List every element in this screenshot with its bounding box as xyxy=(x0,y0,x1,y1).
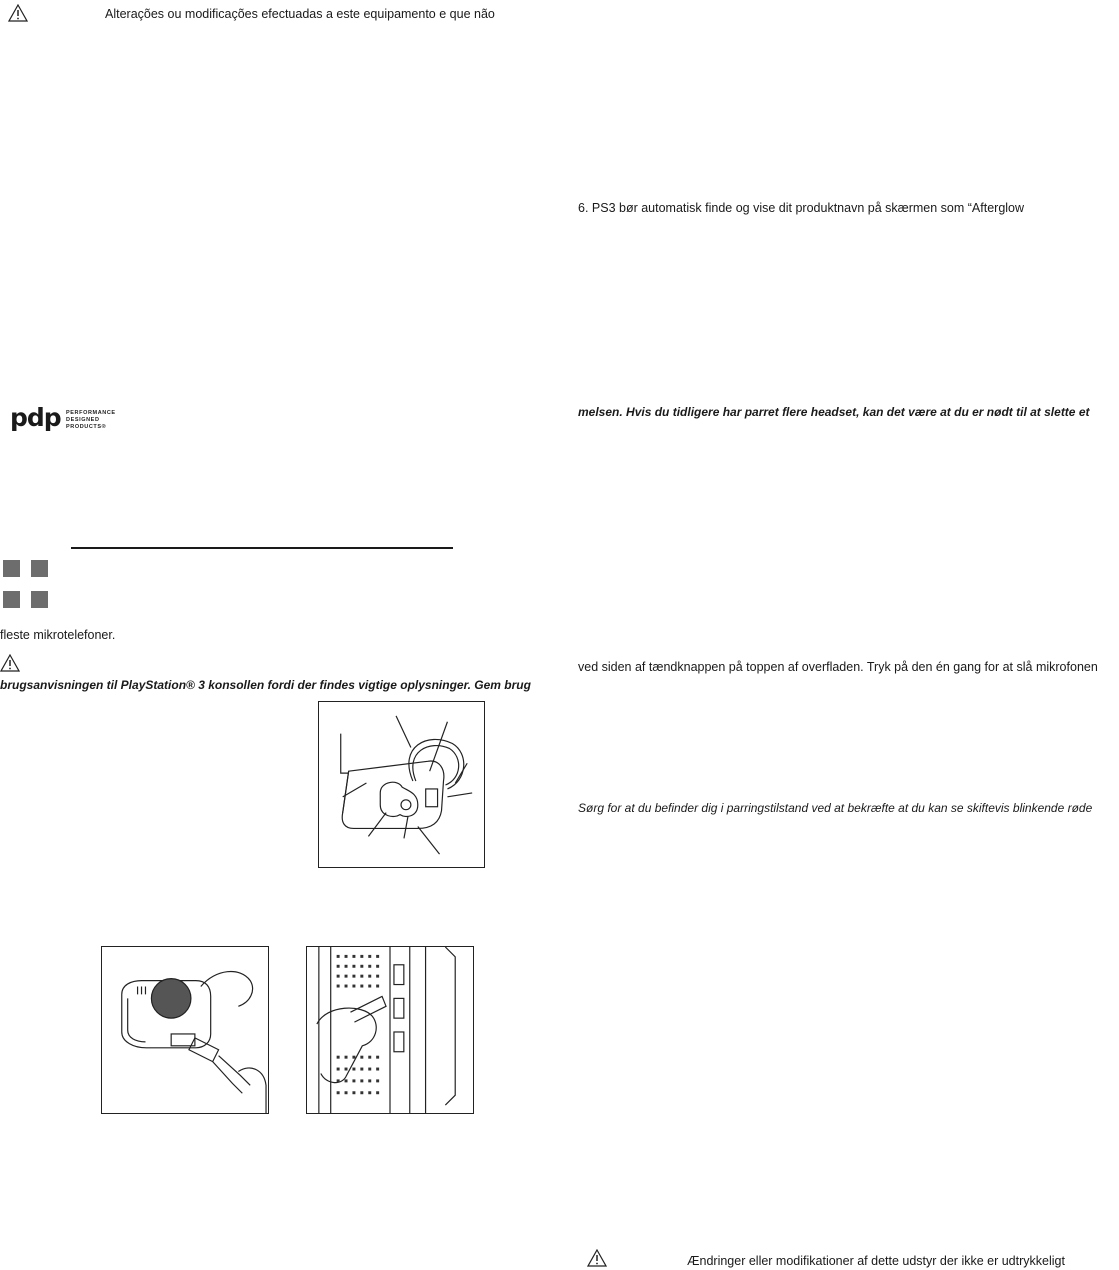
portuguese-warning-text: Alterações ou modificações efectuadas a este equipamento e que não xyxy=(105,7,495,21)
pdp-logo-line3: PRODUCTS® xyxy=(66,424,107,430)
pdp-logo-line2: DESIGNED xyxy=(66,417,100,423)
headset-diagram xyxy=(318,701,485,868)
warning-icon xyxy=(8,4,28,22)
pdp-logo xyxy=(10,403,130,435)
pdp-logo-mark: pdp xyxy=(10,403,61,432)
language-square-1 xyxy=(3,560,20,577)
console-usb-illustration xyxy=(306,946,474,1114)
pairing-note-text: melsen. Hvis du tidligere har parret flere headset, kan det være at du er nødt til at slette et xyxy=(578,405,1090,419)
pairing-mode-text: Sørg for at du befinder dig i parringstilstand ved at bekræfte at du kan se skiftevis blinkende røde xyxy=(578,801,1093,815)
headset-usb-illustration xyxy=(101,946,269,1114)
language-square-2 xyxy=(31,560,48,577)
danish-warning-text: Ændringer eller modifikationer af dette udstyr der ikke er udtrykkeligt xyxy=(687,1254,1065,1268)
manual-notice-text: brugsanvisningen til PlayStation® 3 konsollen fordi der findes vigtige oplysninger. Gem brug xyxy=(0,678,531,692)
mute-instructions-text: ved siden af tændknappen på toppen af overfladen. Tryk på den én gang for at slå mikrofonen xyxy=(578,660,1098,674)
section-rule xyxy=(71,547,453,549)
pdp-logo-line1: PERFORMANCE xyxy=(66,410,116,416)
language-square-4 xyxy=(31,591,48,608)
microphone-text: fleste mikrotelefoner. xyxy=(0,628,116,642)
language-square-3 xyxy=(3,591,20,608)
step-6-text: 6. PS3 bør automatisk finde og vise dit produktnavn på skærmen som “Afterglow xyxy=(578,201,1025,215)
warning-icon xyxy=(0,654,20,672)
warning-icon xyxy=(587,1249,607,1267)
